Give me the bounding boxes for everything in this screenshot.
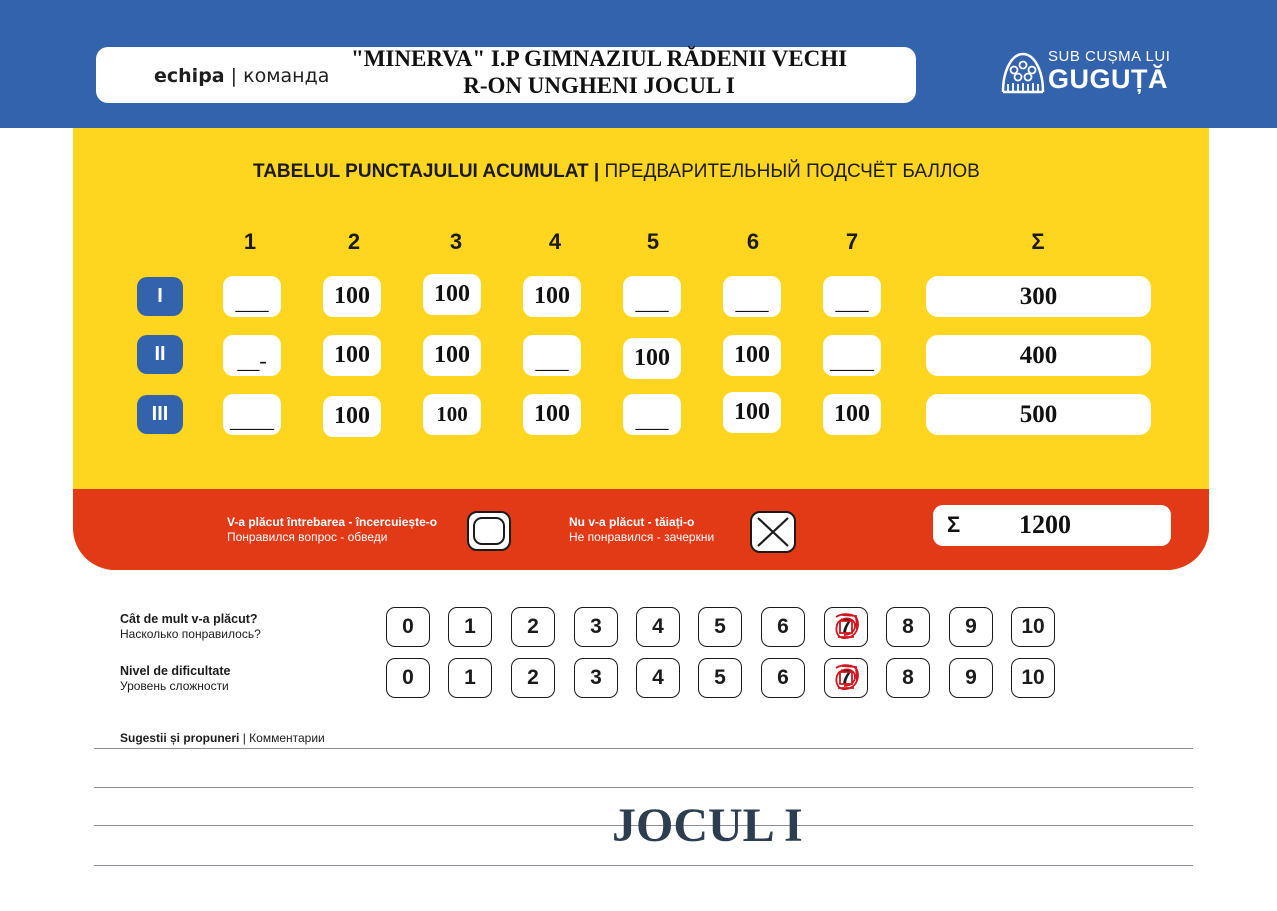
score-cell[interactable]: 100 [423,394,481,435]
row-sum-cell[interactable]: 500 [926,394,1151,435]
score-panel [73,128,1209,570]
rating-option[interactable]: 3 [574,607,618,647]
liking-question: Cât de mult v-a plăcut? Насколько понравилось? [120,612,261,641]
column-header: 7 [845,229,859,254]
disliked-legend: Nu v-a plăcut - tăiați-o Не понравился - зачеркни [569,515,715,544]
writing-line [94,787,1193,788]
writing-line [94,865,1193,866]
column-header: 1 [243,229,257,254]
rating-option[interactable]: 3 [574,658,618,698]
sum-column-header: Σ [1031,229,1045,254]
score-cell[interactable]: ___ [823,276,881,317]
score-cell[interactable]: ___ [723,276,781,317]
difficulty-question: Nivel de dificultate Уровень сложности [120,664,231,693]
column-header: 2 [347,229,361,254]
rating-option[interactable]: 5 [698,658,742,698]
score-cell[interactable]: 100 [523,394,581,435]
rating-option[interactable]: 4 [636,658,680,698]
rating-option[interactable]: 7 [824,658,868,698]
score-cell[interactable]: 100 [723,392,781,433]
score-cell[interactable]: ___ [623,276,681,317]
rating-option[interactable]: 2 [511,658,555,698]
score-cell[interactable]: __- [223,335,281,376]
team-name-value: "MINERVA" I.P GIMNAZIUL RĂDENII VECHI R-ON UNGHENI JOCUL I [350,46,848,98]
logo-title: GUGUȚĂ [1048,64,1168,94]
score-cell[interactable]: ___ [623,394,681,435]
header-bar [0,0,1277,128]
score-cell[interactable]: 100 [323,335,381,376]
rating-option[interactable]: 9 [949,607,993,647]
team-label: echipa | команда [154,65,330,87]
liked-legend: V-a plăcut întrebarea - încercuiește-o Понравился вопрос - обведи [227,515,438,544]
rating-option[interactable]: 8 [886,607,930,647]
column-header: 5 [646,229,660,254]
rating-option[interactable]: 6 [761,658,805,698]
cross-example-icon [750,511,796,553]
column-header: 6 [746,229,760,254]
rating-option[interactable]: 6 [761,607,805,647]
rating-option[interactable]: 2 [511,607,555,647]
score-cell[interactable]: ___ [523,335,581,376]
row-sum-cell[interactable]: 400 [926,335,1151,376]
hat-logo-icon [1000,50,1046,94]
column-header: 3 [449,229,463,254]
score-cell[interactable]: ____ [223,394,281,435]
row-label-3: III [137,395,183,434]
rating-option[interactable]: 0 [386,607,430,647]
score-cell[interactable]: ___ [223,276,281,317]
score-cell[interactable]: 100 [623,338,681,379]
score-cell[interactable]: 100 [423,274,481,315]
grand-total-box[interactable] [933,505,1171,546]
row-label-1: I [137,277,183,316]
row-label-2: II [137,335,183,374]
grand-total-value: 1200 [1019,510,1071,539]
rating-option[interactable]: 10 [1011,658,1055,698]
writing-line [94,748,1193,749]
team-name-box[interactable] [96,47,916,103]
logo [1000,48,1200,98]
score-cell[interactable]: 100 [523,276,581,317]
sigma-icon: Σ [947,512,961,537]
score-cell[interactable]: 100 [423,335,481,376]
rating-option[interactable]: 1 [448,658,492,698]
rating-option[interactable]: 9 [949,658,993,698]
rating-option[interactable]: 1 [448,607,492,647]
rating-option[interactable]: 5 [698,607,742,647]
score-cell[interactable]: 100 [323,396,381,437]
rating-option[interactable]: 0 [386,658,430,698]
suggestions-text[interactable]: JOCUL I [612,799,803,852]
score-table-title: TABELUL PUNCTAJULUI ACUMULAT | ПРЕДВАРИТЕЛЬНЫЙ ПОДСЧЁТ БАЛЛОВ [253,161,980,182]
score-cell[interactable]: 100 [323,276,381,317]
rating-option[interactable]: 10 [1011,607,1055,647]
rating-option[interactable]: 7 [824,607,868,647]
logo-subtitle: SUB CUȘMA LUI [1048,48,1171,65]
rating-option[interactable]: 4 [636,607,680,647]
row-sum-cell[interactable]: 300 [926,276,1151,317]
rating-option[interactable]: 8 [886,658,930,698]
score-cell[interactable]: ____ [823,335,881,376]
column-header: 4 [548,229,562,254]
score-cell[interactable]: 100 [823,394,881,435]
suggestions-title: Sugestii și propuneri | Комментарии [120,731,325,745]
score-cell[interactable]: 100 [723,335,781,376]
circle-example-icon [467,511,511,551]
